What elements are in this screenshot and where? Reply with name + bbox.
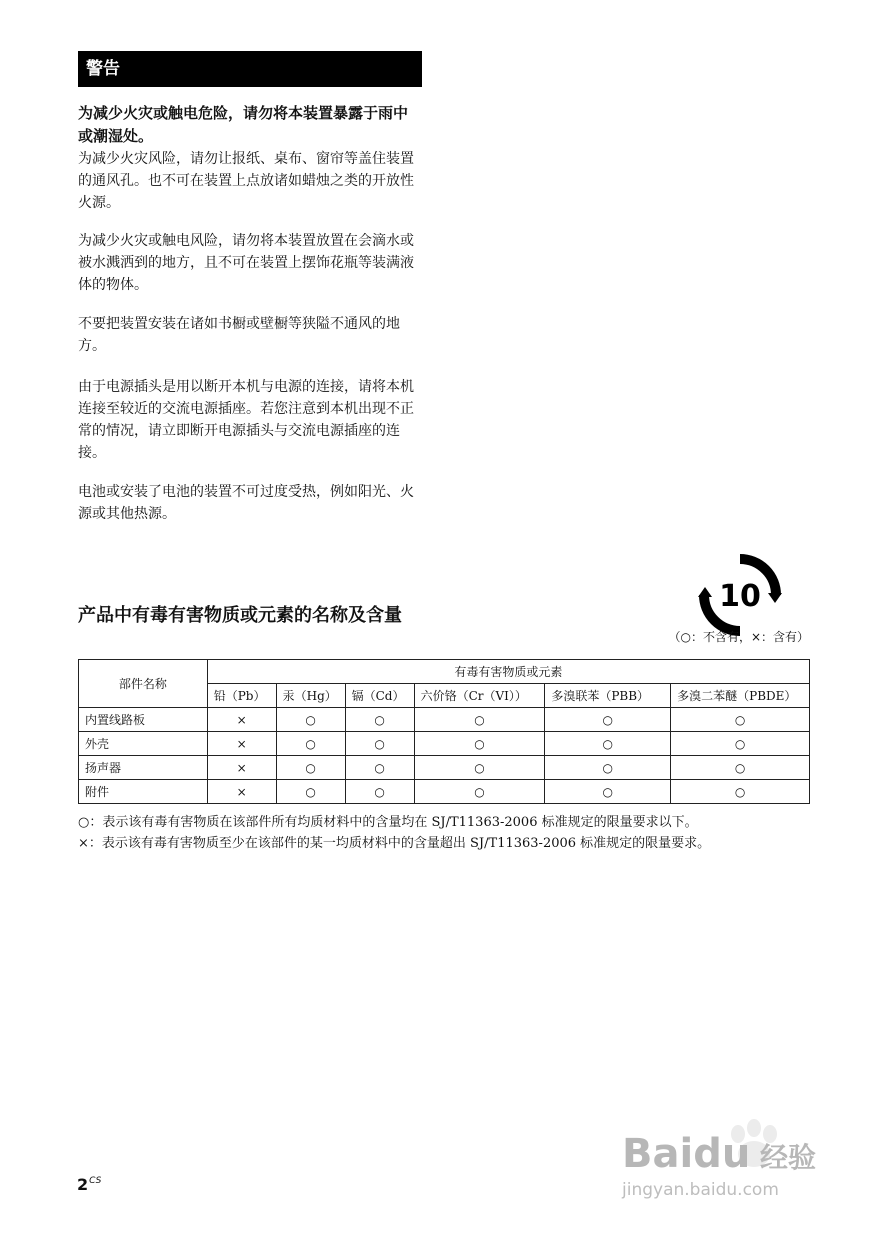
table-cell: ○	[345, 780, 414, 804]
column-header-pb: 铅（Pb）	[207, 684, 276, 708]
column-header-cr6: 六价铬（Cr（VI））	[414, 684, 545, 708]
table-row	[79, 732, 810, 756]
environment-protection-period-icon	[698, 553, 782, 637]
table-notes	[78, 812, 710, 854]
table-cell: ○	[671, 708, 810, 732]
column-header-pbde: 多溴二苯醚（PBDE）	[671, 684, 810, 708]
warning-paragraph-5: 电池或安装了电池的装置不可过度受热，例如阳光、火源或其他热源。	[78, 484, 414, 522]
table-cell: ○	[414, 732, 545, 756]
part-name-header: 部件名称	[79, 660, 208, 708]
section-title: 产品中有毒有害物质或元素的名称及含量	[78, 605, 402, 626]
page-number	[77, 1175, 101, 1194]
row-part-name: 扬声器	[79, 756, 208, 780]
substance-group-header: 有毒有害物质或元素	[207, 660, 809, 684]
row-part-name: 内置线路板	[79, 708, 208, 732]
table-cell: ×	[207, 708, 276, 732]
note-contained: ×：表示该有毒有害物质至少在该部件的某一均质材料中的含量超出 SJ/T11363-2006 标准规定的限量要求。	[78, 836, 711, 851]
watermark-label: 经验	[760, 1141, 817, 1174]
column-header-cd: 镉（Cd）	[345, 684, 414, 708]
table-cell: ○	[414, 756, 545, 780]
table-cell: ○	[414, 780, 545, 804]
table-cell: ×	[207, 732, 276, 756]
logo-number: 10	[719, 579, 761, 614]
warning-paragraph-2: 为减少火灾或触电风险，请勿将本装置放置在会滴水或被水溅洒到的地方，且不可在装置上摆饰花瓶等装满液体的物体。	[78, 233, 414, 293]
page-number-suffix: CS	[89, 1176, 102, 1186]
note-not-contained: ○：表示该有毒有害物质在该部件所有均质材料中的含量均在 SJ/T11363-2006 标准规定的限量要求以下。	[78, 815, 698, 830]
table-cell: ○	[345, 732, 414, 756]
row-part-name: 附件	[79, 780, 208, 804]
warning-paragraph-1: 为减少火灾风险，请勿让报纸、桌布、窗帘等盖住装置的通风孔。也不可在装置上点放诸如蜡烛之类的开放性火源。	[78, 151, 414, 211]
table-cell: ○	[414, 708, 545, 732]
table-cell: ○	[545, 756, 671, 780]
row-part-name: 外壳	[79, 732, 208, 756]
table-cell: ○	[545, 732, 671, 756]
table-row	[79, 780, 810, 804]
watermark-url: jingyan.baidu.com	[622, 1180, 779, 1200]
table-cell: ○	[276, 780, 345, 804]
table-cell: ○	[545, 708, 671, 732]
table-cell: ○	[671, 756, 810, 780]
table-cell: ○	[276, 756, 345, 780]
table-legend: （○：不含有，×：含有）	[668, 630, 809, 644]
table-cell: ○	[345, 708, 414, 732]
hazardous-substances-table	[78, 659, 810, 804]
column-header-pbb: 多溴联苯（PBB）	[545, 684, 671, 708]
table-cell: ○	[671, 732, 810, 756]
table-row	[79, 708, 810, 732]
table-cell: ○	[345, 756, 414, 780]
table-cell: ○	[671, 780, 810, 804]
warning-paragraph-3: 不要把装置安装在诸如书橱或壁橱等狭隘不通风的地方。	[78, 316, 400, 354]
column-header-hg: 汞（Hg）	[276, 684, 345, 708]
table-row	[79, 756, 810, 780]
warning-title: 警告	[86, 59, 120, 79]
warning-paragraph-4: 由于电源插头是用以断开本机与电源的连接，请将本机连接至较近的交流电源插座。若您注意到本机出现不正常的情况，请立即断开电源插头与交流电源插座的连接。	[78, 379, 414, 461]
table-cell: ○	[545, 780, 671, 804]
warning-title-bar	[78, 51, 422, 87]
page-number-value: 2	[77, 1175, 89, 1194]
warning-heading: 为减少火灾或触电危险，请勿将本装置暴露于雨中或潮湿处。	[78, 104, 409, 145]
table-cell: ○	[276, 732, 345, 756]
table-cell: ×	[207, 756, 276, 780]
watermark-brand-b: du	[693, 1131, 751, 1177]
watermark-brand-a: Bai	[622, 1131, 694, 1177]
watermark-brand	[622, 1131, 750, 1177]
table-cell: ○	[276, 708, 345, 732]
table-cell: ×	[207, 780, 276, 804]
